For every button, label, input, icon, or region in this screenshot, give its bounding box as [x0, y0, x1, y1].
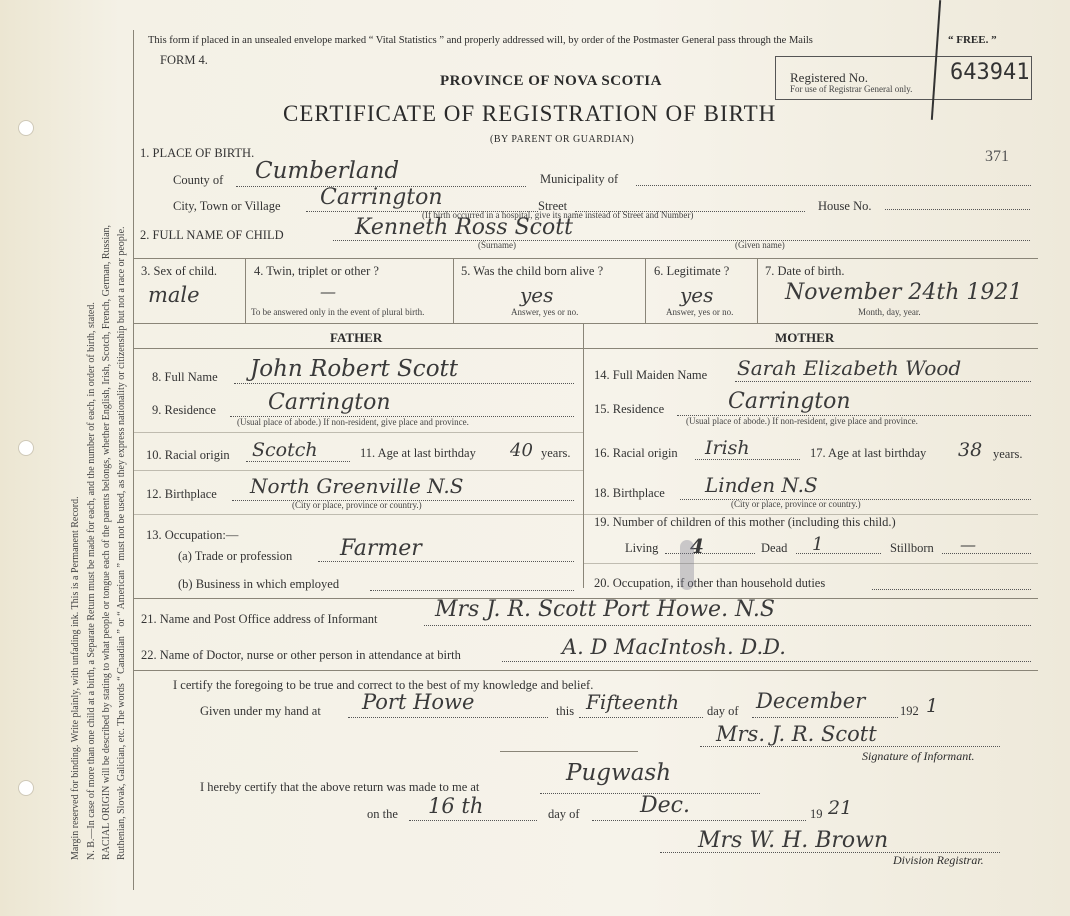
form-number: FORM 4. — [160, 53, 208, 67]
trade-label: (a) Trade or profession — [178, 549, 293, 563]
mother-birthplace-note: (City or place, province or country.) — [731, 499, 861, 509]
mother-name-line — [735, 381, 1031, 382]
house-number-line — [885, 209, 1030, 210]
mother-residence-label: 15. Residence — [594, 402, 665, 416]
municipality-label: Municipality of — [540, 172, 619, 186]
registrar-place-value: Pugwash — [566, 760, 672, 786]
mother-heading: MOTHER — [775, 330, 835, 345]
father-residence-note: (Usual place of abode.) If non-resident, give place and province. — [237, 417, 469, 427]
rule-father-race — [133, 470, 583, 471]
father-race-label: 10. Racial origin — [146, 448, 230, 462]
this-label: this — [556, 704, 575, 718]
father-race-line — [246, 461, 350, 462]
father-birthplace-value: North Greenville N.S — [250, 474, 464, 498]
certify-text: I certify the foregoing to be true and correct to the best of my knowledge and belief. — [173, 678, 594, 692]
mother-occupation-line — [872, 589, 1031, 590]
twin-note: To be answered only in the event of plural birth. — [251, 307, 425, 317]
father-birthplace-note: (City or place, province or country.) — [292, 500, 422, 510]
margin-note-separate-return: N. B.—In case of more than one child at a birth, a Separate Return must be made for each, and the number of each, in order of birth, stated. — [86, 302, 97, 860]
page-subtitle: (BY PARENT OR GUARDIAN) — [490, 134, 635, 145]
certify-month: December — [756, 689, 866, 713]
signature-rule — [500, 751, 638, 752]
father-age-label: 11. Age at last birthday — [360, 446, 476, 460]
legit-value: yes — [680, 283, 714, 307]
county-value: Cumberland — [255, 158, 400, 184]
registrar-text: I hereby certify that the above return was made to me at — [200, 780, 480, 794]
dead-label: Dead — [761, 541, 788, 555]
certify-year-prefix: 192 — [900, 704, 919, 718]
father-residence-label: 9. Residence — [152, 403, 216, 417]
dob-value: November 24th 1921 — [785, 280, 1023, 305]
informant-label: 21. Name and Post Office address of Informant — [141, 612, 378, 626]
child-name-line — [333, 240, 1030, 241]
given-place-value: Port Howe — [362, 690, 475, 714]
rule-parents-heading — [133, 348, 1038, 349]
trade-line — [318, 561, 574, 562]
doctor-line — [502, 661, 1031, 662]
mother-name-value: Sarah Elizabeth Wood — [737, 356, 962, 380]
form-left-rule — [133, 30, 134, 890]
children-count-label: 19. Number of children of this mother (including this child.) — [594, 515, 896, 529]
mother-race-line — [695, 459, 800, 460]
informant-signature-line — [700, 746, 1000, 747]
on-the-label: on the — [367, 807, 398, 821]
mother-birthplace-value: Linden N.S — [705, 473, 818, 497]
hospital-note: (If birth occurred in a hospital, give its name instead of Street and Number) — [422, 210, 694, 220]
given-name-note: (Given name) — [735, 240, 785, 250]
postal-note: This form if placed in an unsealed envelope marked “ Vital Statistics ” and properly addressed will, by order of the Postmaster General pass through the Mails — [148, 35, 813, 46]
mother-race-label: 16. Racial origin — [594, 446, 678, 460]
dead-value: 1 — [812, 534, 824, 555]
living-line — [665, 553, 755, 554]
informant-value: Mrs J. R. Scott Port Howe. N.S — [435, 597, 775, 622]
surname-note: (Surname) — [478, 240, 516, 250]
city-label: City, Town or Village — [173, 199, 281, 213]
certify-year-suffix: 1 — [926, 695, 939, 717]
divider-alive — [645, 258, 646, 323]
child-name-label: 2. FULL NAME OF CHILD — [140, 228, 284, 242]
rule-details-top — [133, 258, 1038, 259]
divider-legit — [757, 258, 758, 323]
father-name-line — [234, 383, 574, 384]
business-label: (b) Business in which employed — [178, 577, 340, 591]
doctor-value: A. D MacIntosh. D.D. — [562, 635, 786, 659]
father-name-label: 8. Full Name — [152, 370, 218, 384]
registrar-day-line — [409, 820, 537, 821]
dob-label: 7. Date of birth. — [765, 264, 845, 278]
county-label: County of — [173, 173, 224, 187]
mother-race-value: Irish — [705, 437, 750, 459]
business-line — [370, 590, 574, 591]
rule-details-bottom — [133, 323, 1038, 324]
rule-children — [583, 563, 1038, 564]
mother-age-value: 38 — [958, 439, 983, 461]
father-birthplace-label: 12. Birthplace — [146, 487, 217, 501]
sex-label: 3. Sex of child. — [141, 264, 218, 278]
rule-informant-bottom — [133, 670, 1038, 671]
mother-occupation-label: 20. Occupation, if other than household duties — [594, 576, 826, 590]
place-of-birth-heading: 1. PLACE OF BIRTH. — [140, 146, 255, 160]
father-years-label: years. — [541, 446, 571, 460]
registrar-day-value: 16 th — [428, 794, 484, 818]
certify-day: Fifteenth — [586, 690, 680, 714]
registrar-signature: Mrs W. H. Brown — [698, 828, 889, 853]
stillborn-label: Stillborn — [890, 541, 934, 555]
twin-value: — — [320, 282, 336, 301]
father-age-value: 40 — [510, 440, 533, 461]
mother-years-label: years. — [993, 447, 1023, 461]
rule-father-res — [133, 432, 583, 433]
mother-age-label: 17. Age at last birthday — [810, 446, 927, 460]
month-line — [752, 717, 898, 718]
mother-residence-note: (Usual place of abode.) If non-resident, give place and province. — [686, 416, 918, 426]
living-value: 4 — [690, 534, 704, 558]
informant-signature-label: Signature of Informant. — [862, 749, 975, 763]
informant-line — [424, 625, 1031, 626]
father-name-value: John Robert Scott — [250, 356, 459, 382]
sex-value: male — [148, 283, 200, 307]
father-race-value: Scotch — [252, 439, 318, 461]
registrar-year-suffix: 21 — [828, 797, 853, 819]
margin-note-racial-origin: RACIAL ORIGIN will be described by stating to what people or tongue each of the parents belongs, whether English, Irish, Scotch, French, German, Russian, — [101, 224, 112, 860]
living-label: Living — [625, 541, 659, 555]
alive-value: yes — [520, 283, 554, 307]
registrar-day-of-label: day of — [548, 807, 580, 821]
child-name-value: Kenneth Ross Scott — [355, 215, 573, 240]
alive-note: Answer, yes or no. — [511, 307, 579, 317]
stillborn-value: — — [960, 535, 976, 554]
informant-signature: Mrs. J. R. Scott — [716, 722, 877, 746]
registered-number: 643941 — [950, 60, 1030, 85]
city-value: Carrington — [320, 185, 443, 210]
certify-day-of-label: day of — [707, 704, 739, 718]
registrar-note: For use of Registrar General only. — [790, 84, 913, 94]
twin-label: 4. Twin, triplet or other ? — [254, 264, 379, 278]
margin-note-binding: Margin reserved for binding. Write plainly, with unfading ink. This is a Permanent Record. — [70, 496, 81, 860]
ink-stain — [680, 540, 694, 590]
trade-value: Farmer — [340, 536, 422, 561]
registrar-month-line — [592, 820, 806, 821]
registrar-year-prefix: 19 — [810, 807, 823, 821]
given-place-line — [348, 717, 548, 718]
alive-label: 5. Was the child born alive ? — [461, 264, 604, 278]
registrar-signature-label: Division Registrar. — [893, 853, 984, 867]
mother-birthplace-label: 18. Birthplace — [594, 486, 665, 500]
given-label: Given under my hand at — [200, 704, 321, 718]
free-label: “ FREE. ” — [948, 34, 997, 46]
dob-note: Month, day, year. — [858, 307, 921, 317]
house-number-label: House No. — [818, 199, 872, 213]
father-residence-value: Carrington — [268, 390, 391, 415]
mother-residence-value: Carrington — [728, 389, 851, 414]
province-heading: PROVINCE OF NOVA SCOTIA — [440, 73, 662, 89]
divider-twin — [453, 258, 454, 323]
legit-label: 6. Legitimate ? — [654, 264, 730, 278]
legit-note: Answer, yes or no. — [666, 307, 734, 317]
rule-birthplace — [133, 514, 1038, 515]
margin-note-nationality: Ruthenian, Slovak, Galician, etc. The words “ Canadian ” or “ American ” must not be used, as they express nationality or citizenship but not a race or people. — [116, 226, 127, 860]
page-title: CERTIFICATE OF REGISTRATION OF BIRTH — [283, 101, 777, 126]
registrar-month-value: Dec. — [640, 793, 690, 818]
day-line — [579, 717, 703, 718]
street-label: Street — [538, 199, 568, 213]
mother-name-label: 14. Full Maiden Name — [594, 368, 708, 382]
occupation-label: 13. Occupation:— — [146, 528, 239, 542]
parents-center-divider — [583, 323, 584, 588]
divider-sex — [245, 258, 246, 323]
municipality-line — [636, 185, 1031, 186]
registered-label: Registered No. — [790, 70, 868, 85]
dead-line — [796, 553, 881, 554]
doctor-label: 22. Name of Doctor, nurse or other person in attendance at birth — [141, 648, 461, 662]
father-heading: FATHER — [330, 330, 383, 345]
corner-mark: 371 — [985, 148, 1009, 165]
stillborn-line — [942, 553, 1031, 554]
